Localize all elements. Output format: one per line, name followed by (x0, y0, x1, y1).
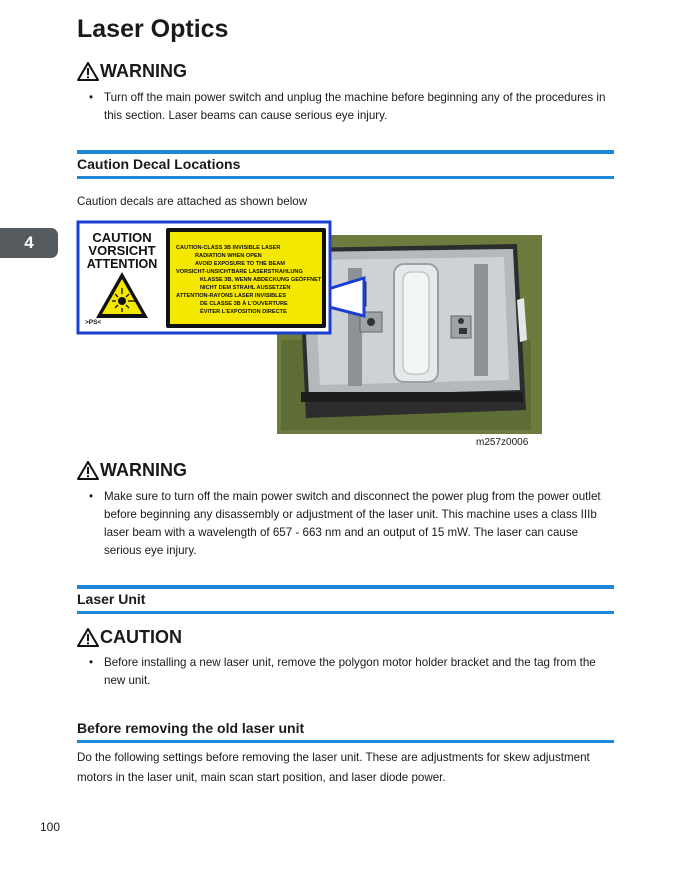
heading-bar (77, 150, 614, 154)
heading-bar (77, 585, 614, 589)
svg-text:NICHT DEM STRAHL AUSSETZEN: NICHT DEM STRAHL AUSSETZEN (200, 285, 291, 291)
decal-attention-label: ATTENTION (86, 257, 158, 271)
laser-unit-figure (76, 220, 546, 438)
bullet-icon: • (89, 91, 94, 104)
caution-bullet: • Before installing a new laser unit, remove the polygon motor holder bracket and the tag from the new unit. (89, 656, 596, 687)
svg-text:RADIATION WHEN OPEN: RADIATION WHEN OPEN (195, 253, 262, 259)
warning-icon (77, 628, 99, 647)
decal-intro-text: Caution decals are attached as shown below (77, 195, 308, 208)
heading-rule (77, 176, 614, 179)
section-heading-before-removing: Before removing the old laser unit (77, 712, 614, 744)
page-number: 100 (40, 820, 61, 834)
warning-icon (77, 62, 99, 81)
svg-text:CAUTION-CLASS 3B INVISIBLE LAS: CAUTION-CLASS 3B INVISIBLE LASER (176, 245, 281, 251)
figure-code: m257z0006 (476, 437, 529, 448)
svg-text:AVOID EXPOSURE TO THE BEAM: AVOID EXPOSURE TO THE BEAM (195, 261, 285, 267)
bullet-icon: • (89, 490, 94, 503)
heading-rule (77, 611, 614, 614)
svg-text:KLASSE 3B, WENN ABDECKUNG GEÖF: KLASSE 3B, WENN ABDECKUNG GEÖFFNET (200, 277, 322, 283)
before-removing-text: Do the following settings before removing the laser unit. These are adjustments for skew adjustment motors in the laser unit, main scan start position, and laser diode power. (77, 751, 590, 784)
warning-bullet: • Turn off the main power switch and unplug the machine before beginning any of the procedures in this section. Laser beams can cause serious eye injury. (89, 91, 606, 122)
svg-text:ATTENTION-RAYONS LASER INVISIB: ATTENTION-RAYONS LASER INVISIBLES (176, 293, 287, 299)
decal-vorsicht-label: VORSICHT (88, 243, 156, 258)
decal-material-mark: >PS< (85, 319, 102, 326)
heading-rule (77, 740, 614, 743)
svg-text:VORSICHT-UNSICHTBARE LASERSTRA: VORSICHT-UNSICHTBARE LASERSTRAHLUNG (176, 269, 303, 275)
section-heading-laser-unit: Laser Unit (77, 585, 614, 615)
warning-heading: WARNING (77, 61, 187, 82)
warning-heading: WARNING (77, 460, 187, 481)
section-heading-caution-decal-locations: Caution Decal Locations (77, 150, 614, 180)
svg-text:ÉVITER L'EXPOSITION DIRECTE: ÉVITER L'EXPOSITION DIRECTE (200, 309, 287, 315)
chapter-tab: 4 (0, 228, 58, 258)
decal-caution-label: CAUTION (92, 230, 152, 245)
svg-text:DE CLASSE 3B À L'OUVERTURE: DE CLASSE 3B À L'OUVERTURE (200, 301, 288, 307)
bullet-icon: • (89, 656, 94, 669)
caution-decal (78, 222, 330, 333)
warning-bullet: • Make sure to turn off the main power switch and disconnect the power plug from the power outlet before beginning any disassembly or adjustment of the laser unit. This machine uses a class IIIb laser beam with a wavelength of 657 - 663 nm and an output of 15 mW. The laser can cause serious eye injury. (89, 490, 601, 557)
caution-heading: CAUTION (77, 627, 182, 648)
warning-icon (77, 461, 99, 480)
page-title: Laser Optics (77, 15, 229, 43)
